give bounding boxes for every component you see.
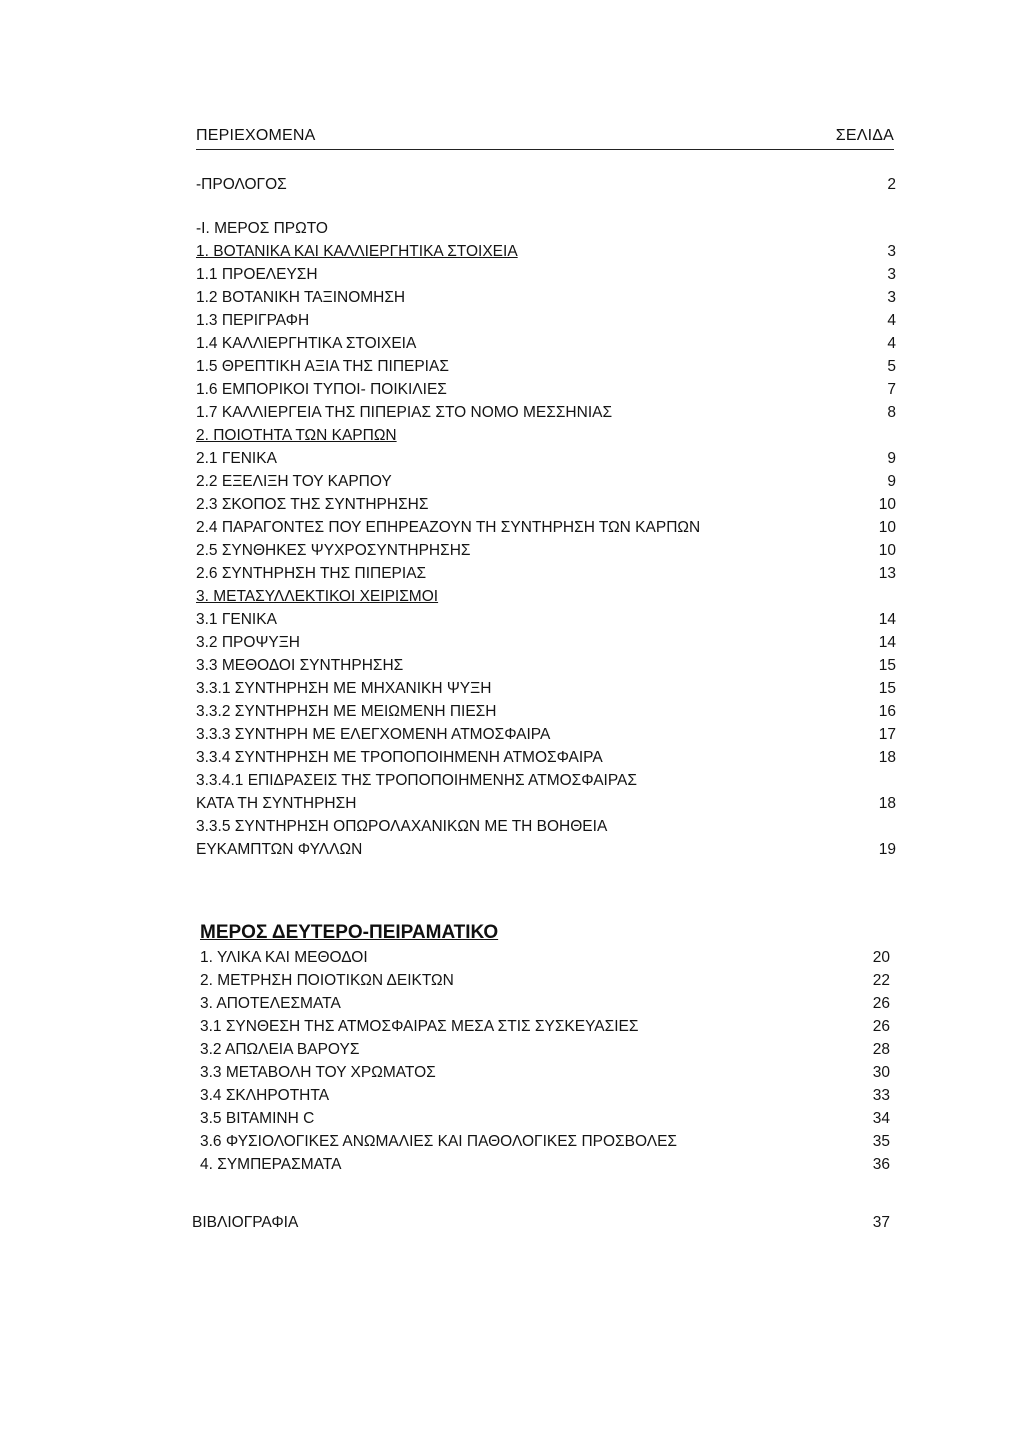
toc-entry: 2.5 ΣΥΝΘΗΚΕΣ ΨΥΧΡΟΣΥΝΤΗΡΗΣΗΣ 10: [196, 540, 896, 562]
toc-entry: 3.2 ΠΡΟΨΥΞΗ 14: [196, 632, 896, 654]
page-number: 15: [878, 680, 896, 697]
page-number: 8: [887, 404, 896, 421]
toc-entry: 1. ΥΛΙΚΑ ΚΑΙ ΜΕΘΟΔΟΙ 20: [200, 947, 890, 969]
toc-entry: 1.1 ΠΡΟΕΛΕΥΣΗ 3: [196, 264, 896, 286]
page-number: 16: [878, 703, 896, 720]
page-number: 7: [887, 381, 896, 398]
page-number: 37: [872, 1214, 890, 1231]
page-number: 3: [887, 289, 896, 306]
toc-entry: 1.6 ΕΜΠΟΡΙΚΟΙ ΤΥΠΟΙ- ΠΟΙΚΙΛΙΕΣ 7: [196, 379, 896, 401]
bibliography-entry: ΒΙΒΛΙΟΓΡΑΦΙΑ 37: [192, 1212, 890, 1234]
page-number: 13: [878, 565, 896, 582]
toc-entry: 3.2 ΑΠΩΛΕΙΑ ΒΑΡΟΥΣ 28: [200, 1039, 890, 1061]
page-number: 4: [887, 335, 896, 352]
toc-entry: 1.2 ΒΟΤΑΝΙΚΗ ΤΑΞΙΝΟΜΗΣΗ 3: [196, 287, 896, 309]
toc-entry: 3.3.4 ΣΥΝΤΗΡΗΣΗ ΜΕ ΤΡΟΠΟΠΟΙΗΜΕΝΗ ΑΤΜΟΣΦΑΙΡΑ 18: [196, 747, 896, 769]
page-number: 26: [872, 1018, 890, 1035]
toc-entry: 3.3.5 ΣΥΝΤΗΡΗΣΗ ΟΠΩΡΟΛΑΧΑΝΙΚΩΝ ΜΕ ΤΗ ΒΟΗΘΕΙΑ: [196, 818, 608, 835]
toc-entry: ΚΑΤΑ ΤΗ ΣΥΝΤΗΡΗΣΗ 18: [196, 793, 896, 815]
toc-entry: 4. ΣΥΜΠΕΡΑΣΜΑΤΑ 36: [200, 1154, 890, 1176]
toc-entry: 2.6 ΣΥΝΤΗΡΗΣΗ ΤΗΣ ΠΙΠΕΡΙΑΣ 13: [196, 563, 896, 585]
page-number: 20: [872, 949, 890, 966]
toc-entry: 3.1 ΓΕΝΙΚΑ 14: [196, 609, 896, 631]
toc-entry: 2.4 ΠΑΡΑΓΟΝΤΕΣ ΠΟΥ ΕΠΗΡΕΑΖΟΥΝ ΤΗ ΣΥΝΤΗΡΗΣΗ ΤΩΝ ΚΑΡΠΩΝ 10: [196, 517, 896, 539]
page-number: 4: [887, 312, 896, 329]
page-number: 30: [872, 1064, 890, 1081]
page-number: 35: [872, 1133, 890, 1150]
toc-entry: 3.3.1 ΣΥΝΤΗΡΗΣΗ ΜΕ ΜΗΧΑΝΙΚΗ ΨΥΞΗ 15: [196, 678, 896, 700]
chapter-heading: 3. ΜΕΤΑΣΥΛΛΕΚΤΙΚΟΙ ΧΕΙΡΙΣΜΟΙ: [196, 588, 439, 605]
part-heading: -Ι. ΜΕΡΟΣ ΠΡΩΤΟ: [196, 220, 328, 237]
page-number: 26: [872, 995, 890, 1012]
page-number: 10: [878, 542, 896, 559]
toc-entry: 3.3 ΜΕΤΑΒΟΛΗ ΤΟΥ ΧΡΩΜΑΤΟΣ 30: [200, 1062, 890, 1084]
toc-entry: 1.5 ΘΡΕΠΤΙΚΗ ΑΞΙΑ ΤΗΣ ΠΙΠΕΡΙΑΣ 5: [196, 356, 896, 378]
toc-entry: 3.3.3 ΣΥΝΤΗΡΗ ΜΕ ΕΛΕΓΧΟΜΕΝΗ ΑΤΜΟΣΦΑΙΡΑ 17: [196, 724, 896, 746]
page-number: 14: [878, 634, 896, 651]
page-number: 19: [878, 841, 896, 858]
toc-entry: 3.3.4.1 ΕΠΙΔΡΑΣΕΙΣ ΤΗΣ ΤΡΟΠΟΠΟΙΗΜΕΝΗΣ ΑΤΜΟΣΦΑΙΡΑΣ: [196, 772, 637, 789]
toc-entry: 3.1 ΣΥΝΘΕΣΗ ΤΗΣ ΑΤΜΟΣΦΑΙΡΑΣ ΜΕΣΑ ΣΤΙΣ ΣΥΣΚΕΥΑΣΙΕΣ 26: [200, 1016, 890, 1038]
page-number: 9: [887, 473, 896, 490]
page-number: 33: [872, 1087, 890, 1104]
page-number: 14: [878, 611, 896, 628]
toc-entry: 1.4 ΚΑΛΛΙΕΡΓΗΤΙΚΑ ΣΤΟΙΧΕΙΑ 4: [196, 333, 896, 355]
page-number: 18: [878, 749, 896, 766]
toc-entry: ΕΥΚΑΜΠΤΩΝ ΦΥΛΛΩΝ 19: [196, 839, 896, 861]
page-number: 2: [887, 176, 896, 193]
page-number: 3: [887, 266, 896, 283]
toc-title: ΠΕΡΙΕΧΟΜΕΝΑ: [196, 127, 316, 144]
page-number: 5: [887, 358, 896, 375]
page-number: 34: [872, 1110, 890, 1127]
chapter-heading: 2. ΠΟΙΟΤΗΤΑ ΤΩΝ ΚΑΡΠΩΝ: [196, 427, 397, 444]
toc-header: [196, 127, 894, 150]
page-number: 17: [878, 726, 896, 743]
toc-entry: 3.5 ΒΙΤΑΜΙΝΗ C 34: [200, 1108, 890, 1130]
page-number: 10: [878, 519, 896, 536]
toc-entry: 2.1 ΓΕΝΙΚΑ 9: [196, 448, 896, 470]
toc-entry: 2.2 ΕΞΕΛΙΞΗ ΤΟΥ ΚΑΡΠΟΥ 9: [196, 471, 896, 493]
page-number: 10: [878, 496, 896, 513]
toc-entry: 3.3 ΜΕΘΟΔΟΙ ΣΥΝΤΗΡΗΣΗΣ 15: [196, 655, 896, 677]
toc-entry: 3.3.2 ΣΥΝΤΗΡΗΣΗ ΜΕ ΜΕΙΩΜΕΝΗ ΠΙΕΣΗ 16: [196, 701, 896, 723]
page-number: 36: [872, 1156, 890, 1173]
page-number: 15: [878, 657, 896, 674]
page-number: 22: [872, 972, 890, 989]
toc-entry: 1.7 ΚΑΛΛΙΕΡΓΕΙΑ ΤΗΣ ΠΙΠΕΡΙΑΣ ΣΤΟ ΝΟΜΟ ΜΕΣΣΗΝΙΑΣ 8: [196, 402, 896, 424]
page-number: 9: [887, 450, 896, 467]
toc-entry: 3. ΑΠΟΤΕΛΕΣΜΑΤΑ 26: [200, 993, 890, 1015]
chapter-heading: 1. ΒΟΤΑΝΙΚΑ ΚΑΙ ΚΑΛΛΙΕΡΓΗΤΙΚΑ ΣΤΟΙΧΕΙΑ 3: [196, 241, 896, 263]
part-two-heading: ΜΕΡΟΣ ΔΕΥΤΕΡΟ-ΠΕΙΡΑΜΑΤΙΚΟ: [200, 922, 499, 943]
toc-entry: 2.3 ΣΚΟΠΟΣ ΤΗΣ ΣΥΝΤΗΡΗΣΗΣ 10: [196, 494, 896, 516]
toc-entry: 3.6 ΦΥΣΙΟΛΟΓΙΚΕΣ ΑΝΩΜΑΛΙΕΣ ΚΑΙ ΠΑΘΟΛΟΓΙΚΕΣ ΠΡΟΣΒΟΛΕΣ 35: [200, 1131, 890, 1153]
page-number: 28: [872, 1041, 890, 1058]
toc-entry: 3.4 ΣΚΛΗΡΟΤΗΤΑ 33: [200, 1085, 890, 1107]
toc-entry: 2. ΜΕΤΡΗΣΗ ΠΟΙΟΤΙΚΩΝ ΔΕΙΚΤΩΝ 22: [200, 970, 890, 992]
toc-entry: 1.3 ΠΕΡΙΓΡΑΦΗ 4: [196, 310, 896, 332]
page-number: 3: [887, 243, 896, 260]
page-column-heading: ΣΕΛΙΔΑ: [835, 127, 894, 144]
page-number: 18: [878, 795, 896, 812]
toc-entry: -ΠΡΟΛΟΓΟΣ 2: [196, 174, 896, 196]
